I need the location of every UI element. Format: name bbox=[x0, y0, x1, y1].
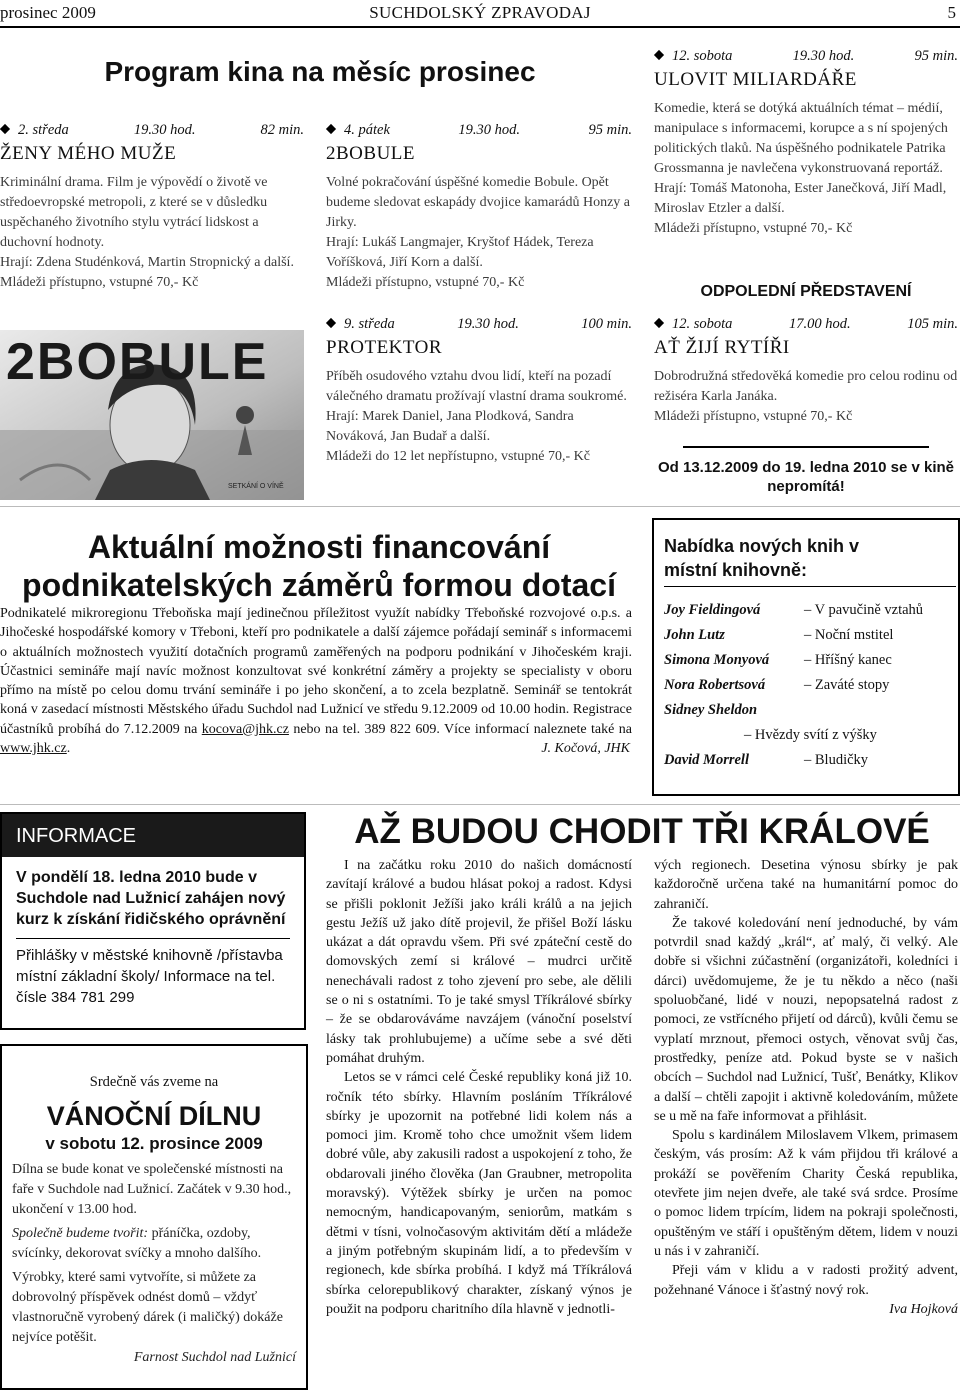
book-author: Joy Fieldingová bbox=[664, 602, 761, 618]
film-item bbox=[326, 122, 632, 293]
kings-title: AŽ BUDOU CHODIT TŘI KRÁLOVÉ bbox=[354, 812, 930, 851]
financing-author: J. Kočová, JHK bbox=[541, 741, 630, 757]
film-cast: Hrají: Zdena Studénková, Martin Stropnický a další. bbox=[0, 255, 294, 270]
workshop-text: Dílna se bude konat ve společenské místnosti na faře v Suchdole nad Lužnicí. Začátek v 9.30 hod., ukončení v 13.00 hod. bbox=[12, 1162, 292, 1217]
workshop-signature: Farnost Suchdol nad Lužnicí bbox=[133, 1350, 296, 1365]
book-author: John Lutz bbox=[664, 627, 725, 643]
film-description bbox=[326, 173, 632, 293]
list-item bbox=[664, 648, 956, 673]
workshop-details bbox=[2, 1154, 306, 1368]
kings-paragraph: Přeji vám v klidu a v radosti prožitý advent, požehnané Vánoce i šťastný nový rok. bbox=[654, 1263, 958, 1298]
film-cast: Hrají: Lukáš Langmajer, Kryštof Hádek, Tereza Voříšková, Jiří Korn a další. bbox=[326, 235, 594, 270]
film-date: 12. sobota bbox=[672, 316, 733, 332]
diamond-bullet-icon bbox=[654, 50, 664, 60]
poster-subtitle: SETKÁNÍ O VÍNĚ bbox=[228, 483, 284, 490]
diamond-bullet-icon bbox=[326, 124, 336, 134]
diamond-bullet-icon bbox=[326, 318, 336, 328]
film-time: 19.30 hod. bbox=[133, 122, 196, 138]
divider bbox=[683, 446, 929, 448]
book-author: Nora Robertsová bbox=[664, 677, 766, 693]
info-box bbox=[0, 812, 306, 1030]
kings-paragraph: Že takové koledování není jednoduché, by vám potvrdil snad každý „král“, ať malý, či velký. Ale dobře si všichni zúčastnění (organizátoři, koledníci i dárci) uvědomujeme, že je tu někdo a něco (naši spoluobčané, lidé v nouzi, nepopsatelná radost z pomoci, ze vstřícného přijetí od dárců), kvůli čemu se vyplatí mrznout, přemoci ostych, věnovat svůj čas, prostředky, peníze atd. Pokud byste se v našich obcích – Suchdol nad Lužnicí, Tušť, Benátky, Klikov a další – chtěli zapojit i aktivně koledováním, můžete se u mě na faře informovat a přihlásit. bbox=[654, 915, 958, 1124]
workshop-invite: Srdečně vás zveme na bbox=[89, 1074, 219, 1090]
newspaper-name: SUCHDOLSKÝ ZPRAVODAJ bbox=[369, 3, 591, 22]
film-poster-image bbox=[0, 330, 304, 500]
film-admission: Mládeži přístupno, vstupné 70,- Kč bbox=[0, 275, 199, 290]
books-title: Nabídka nových knih v místní knihovně: bbox=[664, 536, 860, 580]
film-item bbox=[654, 316, 958, 427]
info-contact: Přihlášky v městské knihovně /přístavba místní základní školy/ Informace na tel. čísle 384 781 299 bbox=[16, 947, 283, 1006]
film-description bbox=[654, 99, 958, 239]
film-schedule bbox=[326, 316, 632, 333]
list-item bbox=[664, 748, 956, 773]
email-link[interactable]: kocova@jhk.cz bbox=[201, 721, 289, 737]
afternoon-heading: ODPOLEDNÍ PŘEDSTAVENÍ bbox=[700, 283, 912, 300]
workshop-label: Společně budeme tvořit: bbox=[12, 1226, 149, 1241]
section-divider bbox=[0, 506, 960, 507]
film-item bbox=[0, 122, 304, 293]
film-title: ŽENY MÉHO MUŽE bbox=[0, 143, 177, 164]
film-admission: Mládeži přístupno, vstupné 70,- Kč bbox=[654, 409, 853, 424]
financing-body bbox=[0, 604, 632, 758]
kings-signature: Iva Hojková bbox=[889, 1301, 958, 1317]
film-duration: 95 min. bbox=[588, 122, 632, 138]
workshop-text: Výrobky, které sami vytvoříte, si můžete za dobrovolný příspěvek odnést domů – vždyť vlastnoručně vyrobený dárek (i maličký) dokáže nejvíce potěšit. bbox=[12, 1270, 283, 1345]
film-time: 17.00 hod. bbox=[789, 316, 851, 332]
film-duration: 100 min. bbox=[581, 316, 632, 332]
cinema-closed-note: Od 13.12.2009 do 19. ledna 2010 se v kině nepromítá! bbox=[657, 459, 954, 495]
film-date: 12. sobota bbox=[672, 48, 733, 64]
film-title: AŤ ŽIJÍ RYTÍŘI bbox=[654, 337, 790, 358]
financing-title: Aktuální možnosti financování podnikatelských záměrů formou dotací bbox=[22, 529, 616, 603]
film-duration: 105 min. bbox=[907, 316, 958, 332]
diamond-bullet-icon bbox=[654, 318, 664, 328]
web-link[interactable]: www.jhk.cz bbox=[0, 741, 67, 757]
film-schedule bbox=[0, 122, 304, 139]
workshop-title: VÁNOČNÍ DÍLNU bbox=[46, 1101, 262, 1131]
film-title: PROTEKTOR bbox=[326, 337, 443, 358]
film-admission: Mládeži přístupno, vstupné 70,- Kč bbox=[654, 221, 853, 236]
kings-column-1 bbox=[326, 856, 632, 1319]
info-heading: INFORMACE bbox=[2, 814, 304, 857]
workshop-text: přáníčka, ozdoby, svícínky, dekorovat svíčky a mnoho dalšího. bbox=[12, 1226, 262, 1261]
film-date: 4. pátek bbox=[344, 122, 390, 138]
film-time: 19.30 hod. bbox=[792, 48, 855, 64]
film-time: 19.30 hod. bbox=[458, 122, 521, 138]
film-cast: Hrají: Marek Daniel, Jana Plodková, Sandra Nováková, Jan Budař a další. bbox=[326, 409, 574, 444]
book-title: – Hříšný kanec bbox=[804, 652, 892, 668]
section-divider bbox=[0, 804, 960, 805]
page-header bbox=[0, 0, 960, 24]
film-synopsis: Komedie, která se dotýká aktuálních témat – médií, manipulace s informacemi, korupce a s ní spojených politických tlaků. Na úspěšného podnikatele Patrika Grossmanna je navlečena vykonstruovaná reportáž. bbox=[654, 101, 948, 176]
books-divider bbox=[664, 586, 956, 587]
film-item bbox=[326, 316, 632, 467]
list-item bbox=[664, 623, 956, 648]
book-title: – Bludičky bbox=[804, 752, 869, 768]
list-item bbox=[664, 673, 956, 698]
film-synopsis: Příběh osudového vztahu dvou lidí, kteří na pozadí válečného dramatu prožívají vlastní drama soukromé. bbox=[326, 369, 627, 404]
book-title: – Noční mstitel bbox=[804, 627, 894, 643]
book-author: David Morrell bbox=[664, 752, 749, 768]
financing-text: nebo na tel. 389 822 609. Více informací naleznete také na bbox=[288, 721, 632, 737]
kings-paragraph: Letos se v rámci celé České republiky koná již 10. ročník této sbírky. Hlavním posláním Tříkrálové sbírky je upozornit na potřebné lidi kolem nás a pomoci jim. Kromě toho chce umožnit všem lidem dobré vůle, aby zakusili radost a uspokojení z toho, že obdarovali jiného člověka (Jan Graubner, metropolita moravský). Výtěžek sbírky je určen na pomoc nemocným, handicapovaným, seniorům, matkám s dětmi v tísni, volnočasovým aktivitám dětí a mládeže a jiným potřebným skupinám lidí, a to především v regionech, kde sbírka probíhá. I když má Tříkrálová sbírka celorepublikový charakter, získaný výnos je použit na podporu charitního díla hlavně v jednotli- bbox=[326, 1070, 632, 1317]
film-duration: 82 min. bbox=[260, 122, 304, 138]
film-description bbox=[654, 367, 958, 427]
film-description bbox=[0, 173, 304, 293]
film-schedule bbox=[654, 48, 958, 65]
kings-paragraph: I na začátku roku 2010 do našich domácností zavítají králové a budou hlásat pokoj a radost. Kdysi se přišli poklonit Ježíši jako králi králů a na jejich gestu Ježíš už jako dítě projevil, že přišel Boží lásku ukázat a dát opravdu všem. Při své zpáteční cestě do domovských zemí si králové – mudrci určitě nenechávali radost z toho zjevení pro sebe, ale dělili se o ni s ostatními. To je také smysl Tříkrálové sbírky – že se obdarováváme navzájem (vánoční poselství lásky tak prohlubujeme) a učíme sebe a své děti pomáhat druhým. bbox=[326, 858, 632, 1066]
book-title: – Zaváté stopy bbox=[804, 677, 890, 693]
diamond-bullet-icon bbox=[0, 124, 10, 134]
header-rule bbox=[0, 26, 960, 28]
film-date: 2. středa bbox=[18, 122, 69, 138]
film-synopsis: Dobrodružná středověká komedie pro celou rodinu od režiséra Karla Janáka. bbox=[654, 369, 958, 404]
film-title: ULOVIT MILIARDÁŘE bbox=[654, 69, 857, 90]
book-author: Simona Monyová bbox=[664, 652, 770, 668]
program-title: Program kina na měsíc prosinec bbox=[104, 56, 536, 87]
list-item bbox=[664, 598, 956, 623]
poster-title: 2BOBULE bbox=[6, 333, 269, 391]
issue-month: prosinec 2009 bbox=[0, 3, 96, 22]
film-admission: Mládeži přístupno, vstupné 70,- Kč bbox=[326, 275, 525, 290]
film-time: 19.30 hod. bbox=[457, 316, 519, 332]
film-schedule bbox=[326, 122, 632, 139]
film-date: 9. středa bbox=[344, 316, 395, 332]
list-item bbox=[664, 698, 956, 748]
book-author: Sidney Sheldon bbox=[664, 702, 758, 718]
page-number: 5 bbox=[947, 3, 956, 22]
kings-paragraph: vých regionech. Desetina výnosu sbírky je pak každoročně určena také na humanitární pomoc do zahraničí. bbox=[654, 858, 958, 912]
financing-text: . bbox=[66, 741, 71, 757]
film-schedule bbox=[654, 316, 958, 333]
kings-paragraph: Spolu s kardinálem Miloslavem Vlkem, primasem českým, vás prosím: Až k vám přijdou tři králové a prokáží se pověřením Charity Česká republika, otevřete jim nejen dveře, ale také svá srdce. Prosíme o pomoc lidem trpícím, lidem na pokraji společnosti, opuštěným ve stáří i opuštěným dětem, lidem v nouzi u nás i v zahraničí. bbox=[654, 1128, 958, 1259]
financing-text: Podnikatelé mikroregionu Třeboňska mají jedinečnou příležitost využít nabídky Třeboňské rozvojové o.p.s. a Jihočeské hospodářské komory v Třeboni, kteří pro podnikatele a další zájemce pořádají seminář s informacemi o aktuálních možnostech využití dotačních programů zaměřených na podporu podnikání v Jihočeském kraji. Účastnici semináře mají navíc možnost konzultovat své konkrétní záměry a projekty se specialisty v oboru přímo na místě po celou domu trvání semináře i po jeho skončení, a to zcela bezplatně. Seminář se tentokrát koná v zasedací místnosti Městského úřadu Suchdol nad Lužnicí ve středu 9.12.2009 od 10.00 hodin. Registrace účastníků probíhá do 7.12.2009 na bbox=[0, 606, 632, 737]
books-box bbox=[652, 518, 960, 796]
books-list bbox=[664, 598, 956, 773]
film-description bbox=[326, 367, 632, 467]
book-title: – V pavučině vztahů bbox=[804, 602, 924, 618]
book-title: – Hvězdy svítí z výšky bbox=[744, 727, 877, 743]
kings-column-2 bbox=[654, 856, 958, 1319]
workshop-date: v sobotu 12. prosince 2009 bbox=[45, 1134, 263, 1153]
film-admission: Mládeži do 12 let nepřístupno, vstupné 70,- Kč bbox=[326, 449, 591, 464]
film-synopsis: Volné pokračování úspěšné komedie Bobule. Opět budeme sledovat eskapády dvojice kamarádů Honzy a Jirky. bbox=[326, 175, 631, 230]
film-cast: Hrají: Tomáš Matonoha, Ester Janečková, Jiří Madl, Miroslav Etzler a další. bbox=[654, 181, 947, 216]
film-synopsis: Kriminální drama. Film je výpovědí o životě ve středoevropské metropoli, z které se v důsledku uspěchaného životního stylu vytrácí lidskost a duchovní hodnoty. bbox=[0, 175, 268, 250]
film-duration: 95 min. bbox=[914, 48, 958, 64]
workshop-box bbox=[0, 1044, 308, 1390]
film-item bbox=[654, 48, 958, 239]
info-course-text: V pondělí 18. ledna 2010 bude v Suchdole nad Lužnicí zahájen nový kurz k získání řidičského oprávnění bbox=[16, 869, 286, 928]
film-title: 2BOBULE bbox=[326, 143, 415, 164]
